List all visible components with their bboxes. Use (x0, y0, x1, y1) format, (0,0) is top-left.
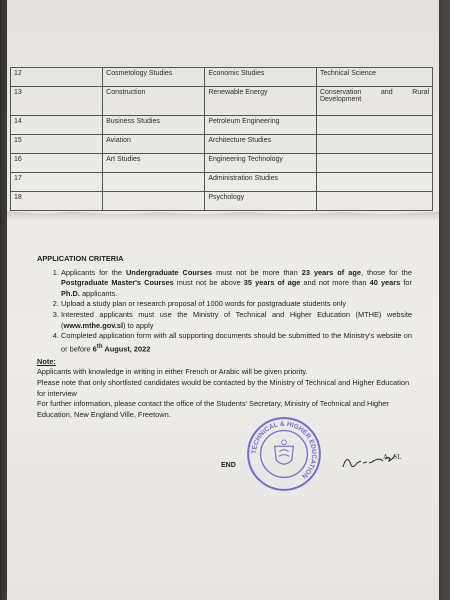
text-run: , those for the (360, 267, 412, 277)
text-run: applicants. (79, 288, 118, 298)
stamp-text: TECHNICAL & HIGHER EDUCATION (250, 420, 318, 480)
text-run: ) to apply (123, 320, 154, 330)
table-cell: Construction (103, 87, 205, 116)
emphasis: 35 years of age (243, 278, 301, 288)
table-cell: Business Studies (103, 116, 205, 135)
list-item (61, 268, 412, 300)
signature-icon (339, 447, 402, 475)
document-page (7, 0, 439, 600)
emphasis: Ph.D. (61, 288, 80, 298)
deadline-date: 6 (92, 344, 97, 354)
criteria-list (37, 268, 412, 355)
table-cell (316, 135, 432, 154)
table-row (11, 68, 433, 87)
table-cell (316, 154, 432, 173)
text-run: and not more than (300, 278, 370, 288)
deadline-date: August, 2022 (102, 344, 151, 354)
text-run: for (400, 278, 412, 288)
table-row (11, 154, 433, 173)
text-run: Applicants for the (61, 267, 126, 277)
website-link[interactable]: www.mthe.gov.sl (63, 320, 124, 330)
table-cell: Petroleum Engineering (205, 116, 317, 135)
note-label: Note: (37, 356, 56, 366)
table-cell: Engineering Technology (205, 154, 317, 173)
row-number: 13 (11, 87, 103, 116)
table-row (11, 116, 433, 135)
table-cell (316, 192, 432, 211)
list-item (61, 331, 412, 355)
row-number: 14 (11, 116, 103, 135)
note-line: Please note that only shortlisted candidates would be contacted by the Ministry of Technical and Higher Education for interview (37, 378, 410, 398)
table-cell: Cosmetology Studies (103, 68, 205, 87)
row-number: 12 (11, 68, 103, 87)
table-row (11, 173, 433, 192)
list-item (61, 310, 412, 331)
text-run: Completed application form with all supporting documents should be submitted to the Ministry's website on or before (61, 331, 412, 354)
table-cell: Art Studies (103, 154, 205, 173)
application-criteria-section (37, 254, 412, 420)
table-cell (103, 192, 205, 211)
signature-text: A...SL (383, 453, 402, 461)
ministry-stamp-icon (245, 415, 323, 493)
table-cell (103, 173, 205, 192)
table-cell: Economic Studies (205, 68, 317, 87)
row-number: 18 (11, 192, 103, 211)
criteria-heading: APPLICATION CRITERIA (37, 254, 124, 263)
table-cell (316, 116, 432, 135)
row-number: 17 (11, 173, 103, 192)
emphasis: 40 years (369, 278, 401, 288)
table-cell (316, 173, 432, 192)
table-row (11, 192, 433, 211)
courses-table (10, 67, 433, 211)
text-run: must not be above (173, 278, 244, 288)
table-cell: Renewable Energy (205, 87, 317, 116)
emphasis: 23 years of age (301, 267, 361, 277)
table-cell: Conservation and Rural Development (316, 87, 432, 116)
text-run: Interested applicants must use the Ministry of Technical and Higher Education (MTHE) website ( (61, 309, 412, 330)
table-row (11, 87, 433, 116)
date-suffix: th (96, 342, 103, 350)
table-cell: Technical Science (316, 68, 432, 87)
emphasis: Postgraduate Master's Courses (61, 278, 174, 288)
list-item: 2. Upload a study plan or research proposal of 1000 words for postgraduate students only (61, 299, 412, 310)
row-number: 16 (11, 154, 103, 173)
table-cell: Architecture Studies (205, 135, 317, 154)
table-cell: Aviation (103, 135, 205, 154)
text-run: must not be more than (212, 267, 302, 277)
emphasis: Undergraduate Courses (125, 267, 213, 277)
table-row (11, 135, 433, 154)
note-line: For further information, please contact the office of the Students' Secretary, Ministry of Technical and Higher Education, New England Ville, Freetown. (37, 399, 389, 419)
table-cell: Psychology (205, 192, 317, 211)
end-marker: END (221, 462, 236, 469)
note-line: Applicants with knowledge in writing in either French or Arabic will be given priority. (37, 367, 308, 377)
table-cell: Administration Studies (205, 173, 317, 192)
row-number: 15 (11, 135, 103, 154)
